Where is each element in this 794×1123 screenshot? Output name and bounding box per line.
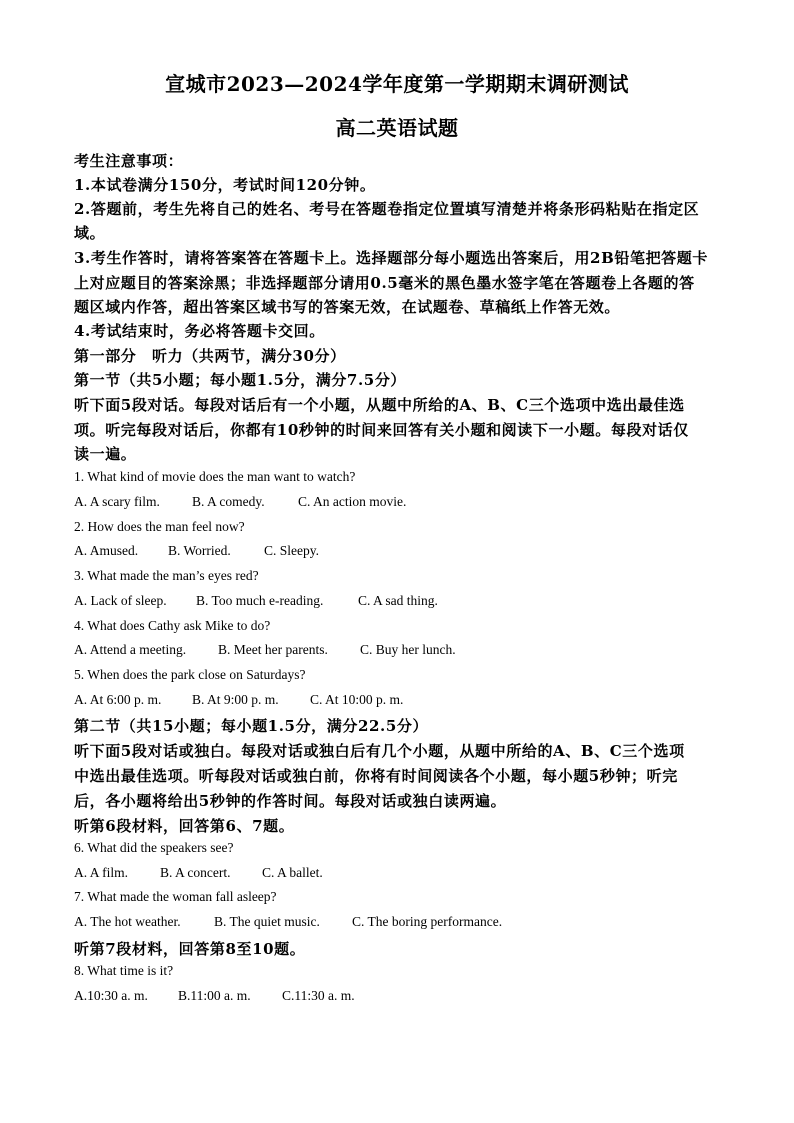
question-3-options: [74, 593, 724, 609]
option-b: B. At 9:00 p. m.: [192, 692, 279, 707]
section2-instruction-line-1: 听下面5段对话或独白。每段对话或独白后有几个小题，从题中所给的A、B、C三个选项: [74, 742, 685, 760]
option-b: B. Worried.: [168, 543, 231, 558]
question-7: 7. What made the woman fall asleep?: [74, 889, 277, 904]
question-4-options: [74, 642, 724, 658]
question-3: 3. What made the man’s eyes red?: [74, 568, 259, 583]
question-8: 8. What time is it?: [74, 963, 174, 978]
question-6: 6. What did the speakers see?: [74, 840, 234, 855]
option-b: B. Too much e-reading.: [196, 593, 324, 608]
option-c: C. The boring performance.: [352, 914, 503, 929]
exam-title: 宣城市2023—2024学年度第一学期期末调研测试: [165, 72, 629, 96]
option-c: C. At 10:00 p. m.: [310, 692, 404, 707]
option-a: A. Amused.: [74, 543, 139, 558]
option-a: A.10:30 a. m.: [74, 988, 148, 1003]
option-b: B. A concert.: [160, 865, 231, 880]
question-4: 4. What does Cathy ask Mike to do?: [74, 618, 271, 633]
option-c: C. Sleepy.: [264, 543, 319, 558]
section1-heading: 第一节（共5小题；每小题1.5分，满分7.5分）: [74, 371, 407, 389]
question-1: 1. What kind of movie does the man want to watch?: [74, 469, 356, 484]
material-7-heading: 听第7段材料，回答第8至10题。: [74, 940, 306, 958]
question-5-options: [74, 692, 724, 708]
section2-instruction-line-2: 中选出最佳选项。听每段对话或独白前，你将有时间阅读各个小题，每小题5秒钟；听完: [74, 767, 678, 785]
notice-item-1: 1.本试卷满分150分，考试时间120分钟。: [74, 176, 376, 194]
question-1-options: [74, 494, 724, 510]
option-a: A. Lack of sleep.: [74, 593, 167, 608]
option-a: A. The hot weather.: [74, 914, 181, 929]
notice-item-4: 4.考试结束时，务必将答题卡交回。: [74, 322, 325, 340]
notice-item-2-line-2: 域。: [74, 224, 106, 242]
material-6-heading: 听第6段材料，回答第6、7题。: [74, 817, 295, 835]
option-c: C. Buy her lunch.: [360, 642, 456, 657]
option-b: B.11:00 a. m.: [178, 988, 251, 1003]
notice-item-2-line-1: 2.答题前，考生先将自己的姓名、考号在答题卷指定位置填写清楚并将条形码粘贴在指定区: [74, 200, 700, 218]
notice-item-3-line-1: 3.考生作答时，请将答案答在答题卡上。选择题部分每小题选出答案后，用2B铅笔把答题卡: [74, 249, 708, 267]
option-c: C. A sad thing.: [358, 593, 438, 608]
question-2-options: [74, 543, 724, 559]
option-a: A. Attend a meeting.: [74, 642, 187, 657]
question-8-options: [74, 988, 724, 1004]
option-a: A. At 6:00 p. m.: [74, 692, 162, 707]
option-b: B. Meet her parents.: [218, 642, 328, 657]
question-7-options: [74, 914, 724, 930]
exam-subtitle: 高二英语试题: [335, 116, 459, 140]
option-b: B. The quiet music.: [214, 914, 320, 929]
section2-heading: 第二节（共15小题；每小题1.5分，满分22.5分）: [74, 717, 429, 735]
notice-item-3-line-3: 题区域内作答，超出答案区域书写的答案无效，在试题卷、草稿纸上作答无效。: [74, 298, 621, 316]
option-c: C. A ballet.: [262, 865, 323, 880]
part1-heading: 第一部分 听力（共两节，满分30分）: [74, 347, 346, 365]
section1-instruction-line-3: 读一遍。: [74, 445, 137, 463]
notice-heading: 考生注意事项：: [74, 152, 184, 170]
question-2: 2. How does the man feel now?: [74, 519, 245, 534]
option-b: B. A comedy.: [192, 494, 265, 509]
section1-instruction-line-1: 听下面5段对话。每段对话后有一个小题，从题中所给的A、B、C三个选项中选出最佳选: [74, 396, 685, 414]
question-6-options: [74, 865, 724, 881]
option-c: C.11:30 a. m.: [282, 988, 355, 1003]
question-5: 5. When does the park close on Saturdays?: [74, 667, 306, 682]
section1-instruction-line-2: 项。听完每段对话后，你都有10秒钟的时间来回答有关小题和阅读下一小题。每段对话仅: [74, 421, 689, 439]
option-a: A. A film.: [74, 865, 129, 880]
section2-instruction-line-3: 后，各小题将给出5秒钟的作答时间。每段对话或独白读两遍。: [74, 792, 507, 810]
notice-item-3-line-2: 上对应题目的答案涂黑；非选择题部分请用0.5毫米的黑色墨水签字笔在答题卷上各题的答: [74, 274, 695, 292]
option-a: A. A scary film.: [74, 494, 160, 509]
option-c: C. An action movie.: [298, 494, 407, 509]
